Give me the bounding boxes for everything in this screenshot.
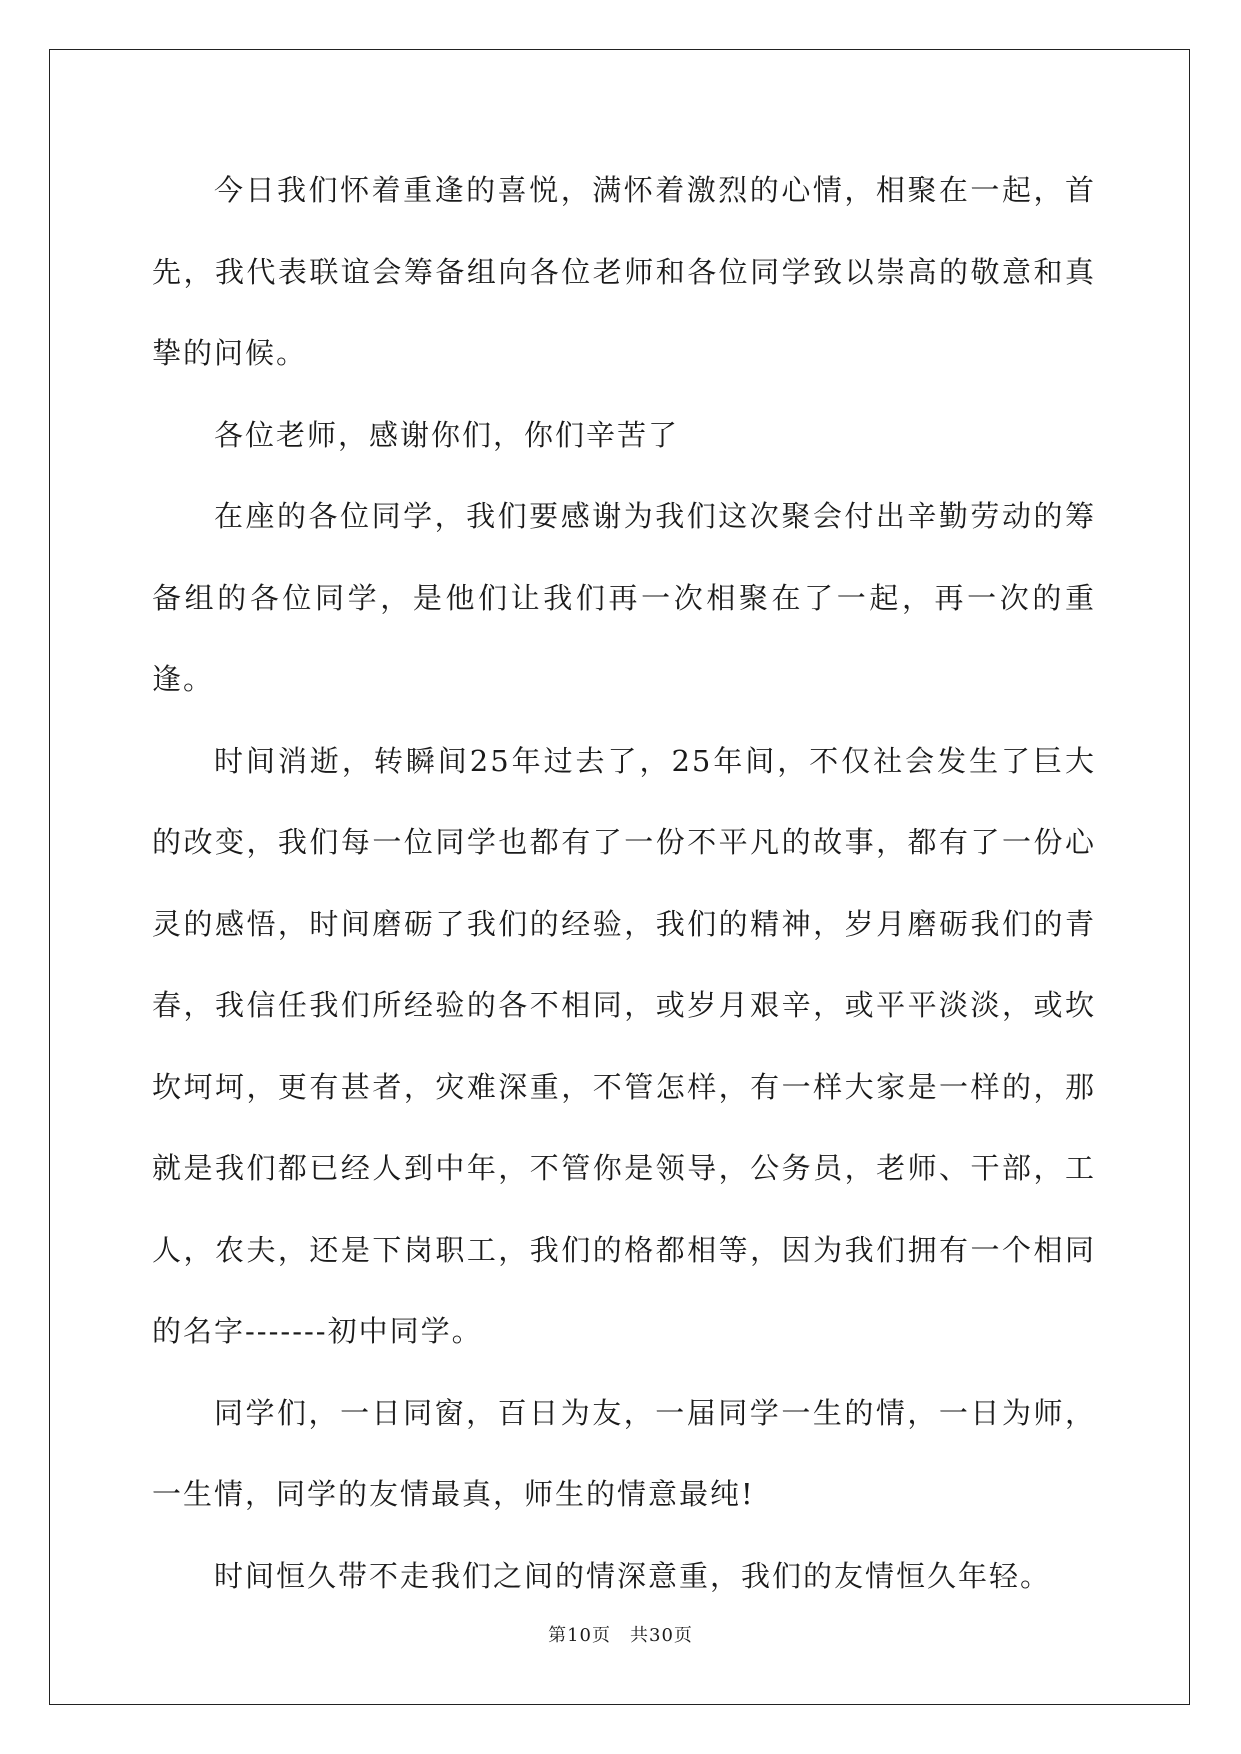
paragraph: 时间恒久带不走我们之间的情深意重，我们的友情恒久年轻。 bbox=[214, 1558, 1052, 1593]
document-body bbox=[152, 150, 1096, 1617]
paragraph: 各位老师，感谢你们，你们辛苦了 bbox=[214, 417, 680, 452]
paragraph: 在座的各位同学，我们要感谢为我们这次聚会付出辛勤劳动的筹备组的各位同学，是他们让我们再一次相聚在了一起，再一次的重逢。 bbox=[152, 499, 1096, 696]
page-number-footer: 第10页 共30页 bbox=[548, 1625, 693, 1646]
paragraph: 同学们，一日同窗，百日为友，一届同学一生的情，一日为师，一生情，同学的友情最真，师生的情意最纯! bbox=[152, 1395, 1096, 1511]
paragraph: 今日我们怀着重逢的喜悦，满怀着激烈的心情，相聚在一起，首先，我代表联谊会筹备组向各位老师和各位同学致以崇高的敬意和真挚的问候。 bbox=[152, 173, 1096, 370]
paragraph: 时间消逝，转瞬间25年过去了，25年间，不仅社会发生了巨大的改变，我们每一位同学也都有了一份不平凡的故事，都有了一份心灵的感悟，时间磨砺了我们的经验，我们的精神，岁月磨砺我们的青春，我信任我们所经验的各不相同，或岁月艰辛，或平平淡淡，或坎坎坷坷，更有甚者，灾难深重，不管怎样，有一样大家是一样的，那就是我们都已经人到中年，不管你是领导，公务员，老师、干部，工人，农夫，还是下岗职工，我们的格都相等，因为我们拥有一个相同的名字-------初中同学。 bbox=[152, 743, 1096, 1348]
